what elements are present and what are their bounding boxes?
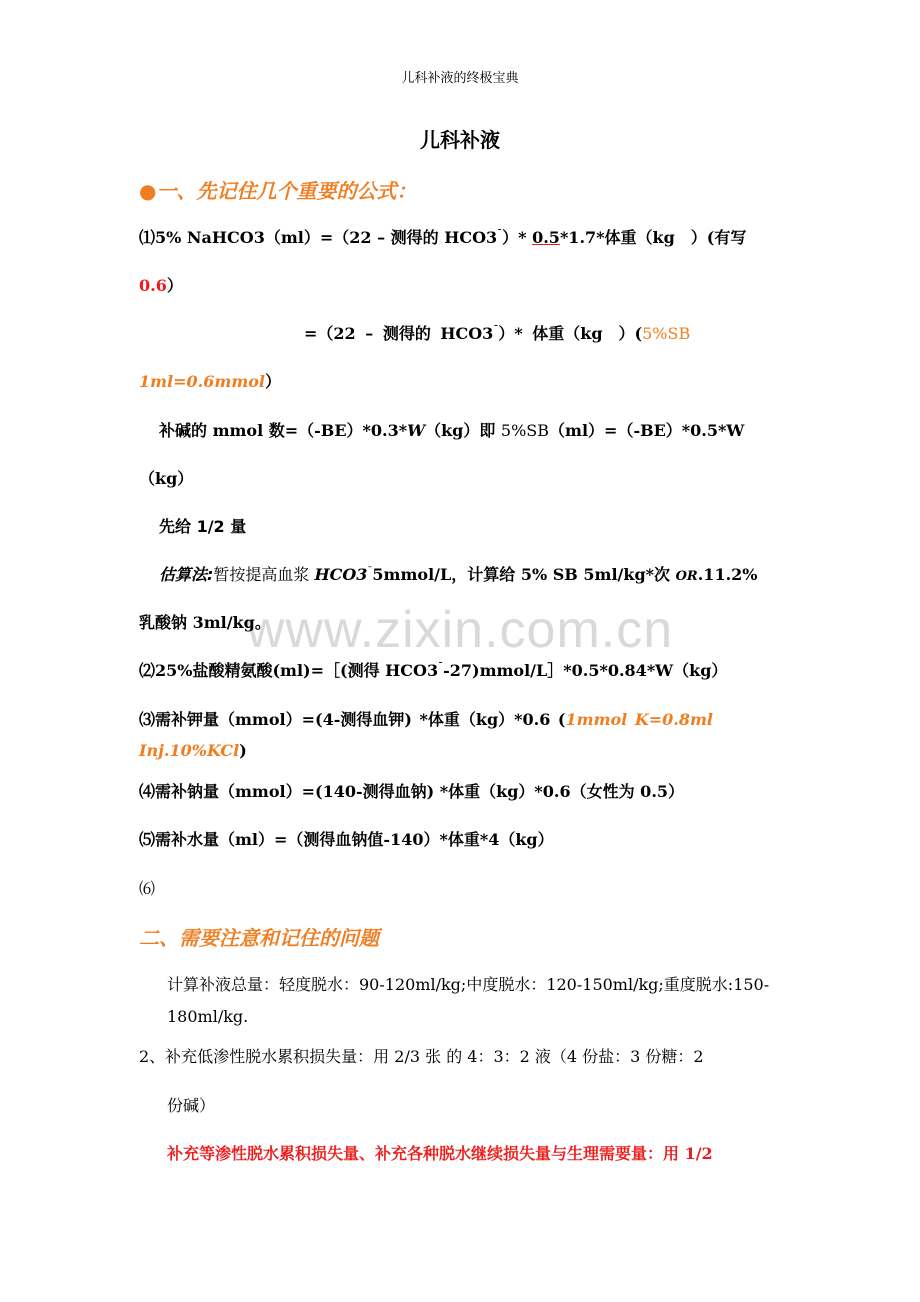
- formula-text: HCO3: [314, 565, 368, 584]
- note-1-line2: 180ml/kg.: [167, 1007, 249, 1026]
- watermark: www.zixin.com.cn: [246, 601, 674, 659]
- highlight-value: Inj.10%KCl: [139, 741, 240, 760]
- highlight-value: 1ml=0.6mmol: [139, 372, 265, 391]
- highlight-value: 5%SB: [642, 324, 691, 343]
- superscript: ¯: [497, 229, 503, 240]
- formula-4: ⑷需补钠量（mmol）=(140-测得血钠) *体重（kg）*0.6（女性为 0.5）: [139, 782, 685, 801]
- formula-1e-line1: [159, 562, 757, 585]
- formula-text: OR: [675, 569, 698, 584]
- formula-text: （kg）: [139, 469, 194, 488]
- formula-text: 暂按提高血浆: [213, 565, 315, 584]
- note-3-line1: 补充等渗性脱水累积损失量、补充各种脱水继续损失量与生理需要量：用 1/2: [167, 1144, 713, 1163]
- underlined-value: 0.5: [532, 228, 560, 247]
- formula-1c-line1: [159, 418, 744, 441]
- note-1-line1: 计算补液总量：轻度脱水：90-120ml/kg;中度脱水：120-150ml/kg;重度脱水:150-: [167, 975, 770, 994]
- formula-text: （kg）即: [425, 421, 501, 440]
- formula-1-line2: [139, 273, 183, 296]
- formula-3-line2: [139, 741, 247, 760]
- section2-heading: 二、需要注意和记住的问题: [139, 926, 379, 950]
- highlight-value: 0.6: [139, 276, 167, 295]
- formula-text: =（22 – 测得的 HCO3: [304, 324, 494, 343]
- formula-text: ）: [265, 372, 282, 391]
- formula-2: [139, 658, 727, 681]
- formula-text: W: [407, 421, 426, 440]
- formula-text: ）*: [502, 228, 533, 247]
- formula-6: ⑹: [139, 879, 156, 898]
- superscript: ¯: [367, 566, 373, 577]
- formula-3-line1: [139, 707, 713, 730]
- estimate-label: 估算法:: [159, 565, 214, 584]
- formula-text: ）: [166, 276, 183, 295]
- section1-heading: ●一、先记住几个重要的公式：: [139, 179, 417, 203]
- superscript: ¯: [493, 325, 499, 336]
- formula-text: ⑶需补钾量（mmol）=(4-测得血钾) *体重（kg）*0.6 (: [139, 710, 566, 729]
- formula-text: 5mmol/L，计算给 5% SB 5ml/kg*次: [372, 565, 676, 584]
- highlight-value: 1mmol K=0.8ml: [565, 710, 713, 729]
- formula-text: 5%SB: [500, 421, 550, 440]
- formula-text: .11.2%: [697, 565, 758, 584]
- formula-1e-line2: 乳酸钠 3ml/kg。: [139, 613, 271, 632]
- formula-1c-line2: [139, 466, 193, 489]
- formula-1-line1: [139, 225, 746, 248]
- formula-text: -27)mmol/L］*0.5*0.84*W（kg）: [443, 661, 728, 680]
- formula-1b-line1: [304, 321, 690, 344]
- superscript: ¯: [438, 662, 444, 673]
- formula-text: ): [239, 741, 247, 760]
- note-2-line1: 2、补充低渗性脱水累积损失量：用 2/3 张 的 4：3：2 液（4 份盐：3 份糖：2: [139, 1047, 704, 1066]
- formula-text: *1.7*体重（kg ）(有写: [559, 228, 747, 247]
- formula-5: ⑸需补水量（ml）=（测得血钠值-140）*体重*4（kg）: [139, 830, 554, 849]
- formula-text: ⑵25%盐酸精氨酸(ml)=［(测得 HCO3: [139, 661, 439, 680]
- note-2-line2: 份碱）: [167, 1096, 216, 1115]
- formula-text: ⑴5% NaHCO3（ml）=（22 – 测得的 HCO3: [139, 228, 498, 247]
- formula-text: 补碱的 mmol 数=（-BE）*0.3*: [159, 421, 408, 440]
- formula-1d: 先给 1/2 量: [159, 517, 247, 536]
- document-title: 儿科补液: [420, 128, 500, 152]
- formula-text: ）* 体重（kg ）(: [498, 324, 643, 343]
- running-header: 儿科补液的终极宝典: [401, 71, 519, 86]
- formula-text: （ml）=（-BE）*0.5*W: [549, 421, 745, 440]
- formula-1b-line2: [139, 369, 281, 392]
